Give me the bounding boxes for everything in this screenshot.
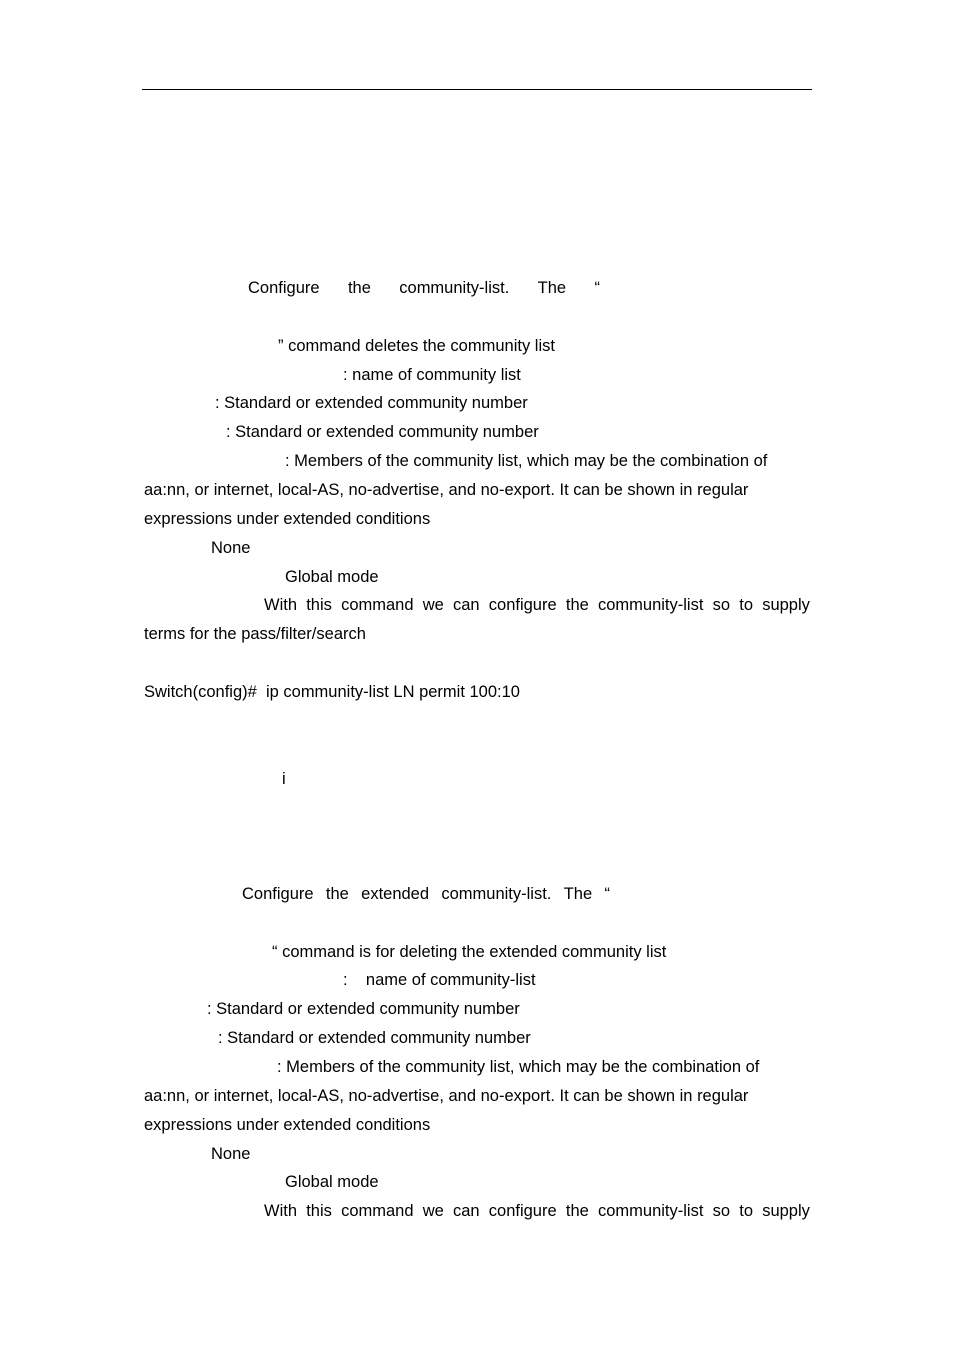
s1-example-command: Switch(config)# ip community-list LN permit 100:10 (144, 683, 520, 701)
s2-param-members-line3: expressions under extended conditions (144, 1116, 431, 1134)
stray-character: i (282, 770, 286, 788)
header-rule (142, 89, 812, 90)
s1-param-permit: : Standard or extended community number (226, 423, 539, 441)
s1-default-value: None (211, 539, 251, 557)
s1-param-members-line2: aa:nn, or internet, local-AS, no-advertise, and no-export. It can be shown in regular (144, 481, 749, 499)
s2-usage-line1: With this command we can configure the community-list so to supply (264, 1202, 810, 1220)
s2-param-name: : name of community-list (343, 971, 536, 989)
s2-param-members-line1: : Members of the community list, which may be the combination of (277, 1058, 760, 1076)
s2-param-deny: : Standard or extended community number (207, 1000, 520, 1018)
s1-param-members-line3: expressions under extended conditions (144, 510, 431, 528)
s2-description-line2: “ command is for deleting the extended community list (272, 943, 667, 961)
s1-param-deny: : Standard or extended community number (215, 394, 528, 412)
s2-default-value: None (211, 1145, 251, 1163)
s2-description-line1: Configure the extended community-list. The “ (242, 885, 610, 903)
s1-param-name: : name of community list (343, 366, 521, 384)
s2-param-permit: : Standard or extended community number (218, 1029, 531, 1047)
s1-description-line2: ” command deletes the community list (278, 337, 555, 355)
s1-command-mode: Global mode (285, 568, 379, 586)
s2-command-mode: Global mode (285, 1173, 379, 1191)
s1-param-members-line1: : Members of the community list, which may be the combination of (285, 452, 768, 470)
s2-param-members-line2: aa:nn, or internet, local-AS, no-advertise, and no-export. It can be shown in regular (144, 1087, 749, 1105)
s1-usage-line1: With this command we can configure the community-list so to supply (264, 596, 810, 614)
s1-description-line1: Configure the community-list. The “ (248, 279, 600, 297)
s1-usage-line2: terms for the pass/filter/search (144, 625, 366, 643)
